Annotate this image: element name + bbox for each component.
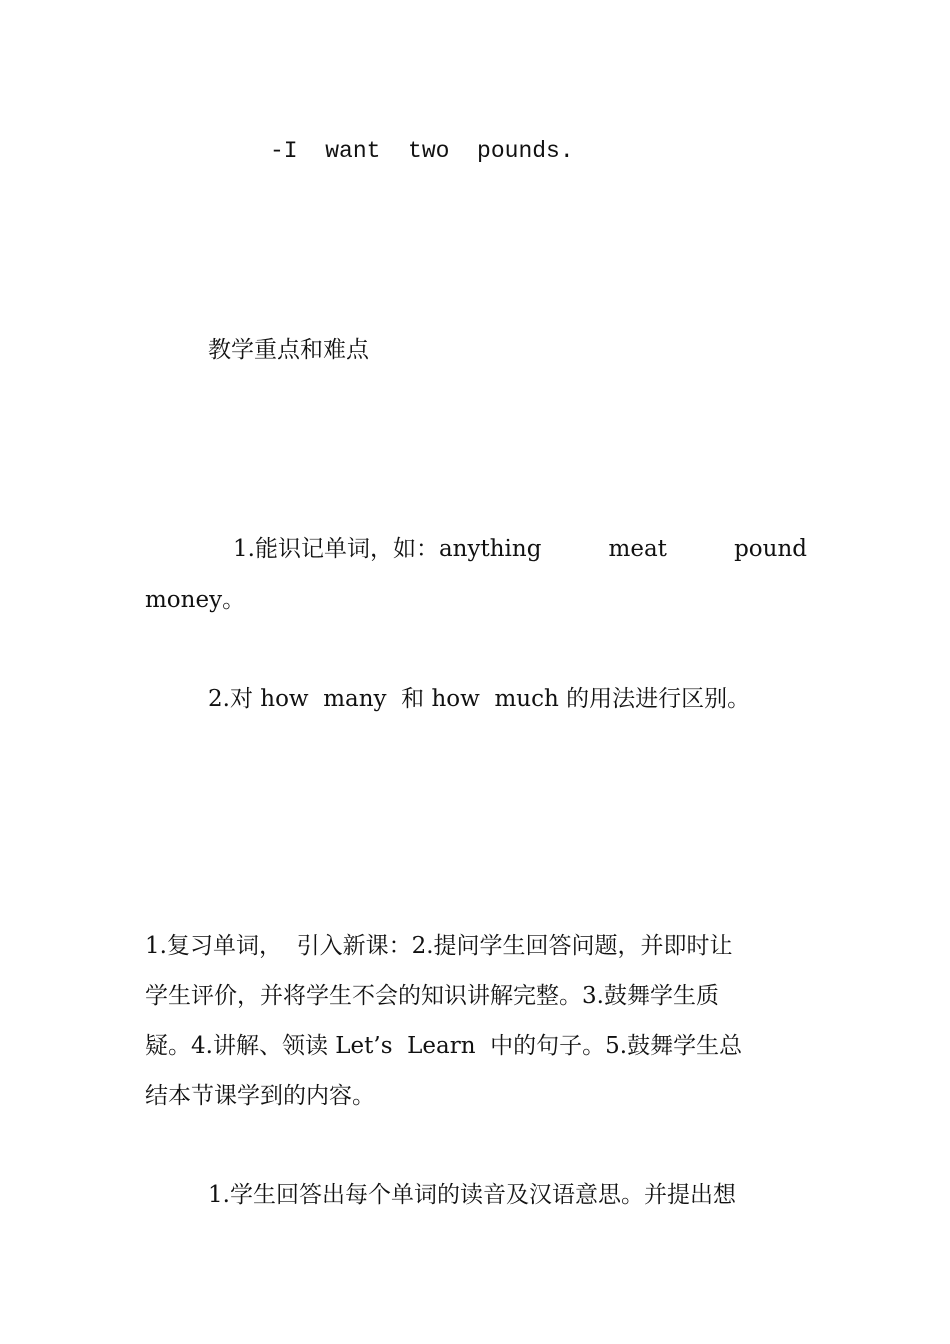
- teaching-steps-line: 结本节课学到的内容。: [145, 1083, 375, 1109]
- teaching-steps-line: 学生评价，并将学生不会的知识讲解完整。3.鼓舞学生质: [145, 983, 719, 1009]
- teaching-steps-line: 1.复习单词， 引入新课：2.提问学生回答问题，并即时让: [145, 933, 733, 959]
- key-point-item-1-continuation: money。: [145, 587, 246, 613]
- dialogue-line: -I want two pounds.: [270, 138, 574, 164]
- section-heading: 教学重点和难点: [208, 337, 369, 363]
- key-point-item-1: [145, 534, 807, 564]
- student-activity-line: 1.学生回答出每个单词的读音及汉语意思。并提出想: [208, 1182, 736, 1208]
- key-point-word-pound: pound: [734, 536, 807, 562]
- teaching-steps-line: 疑。4.讲解、领读 Let’s Learn 中的句子。5.鼓舞学生总: [145, 1033, 743, 1059]
- key-point-item-1-text: 1.能识记单词，如：anything: [233, 536, 542, 562]
- key-point-word-meat: meat: [608, 536, 667, 562]
- key-point-item-2: 2.对 how many 和 how much 的用法进行区别。: [208, 686, 751, 712]
